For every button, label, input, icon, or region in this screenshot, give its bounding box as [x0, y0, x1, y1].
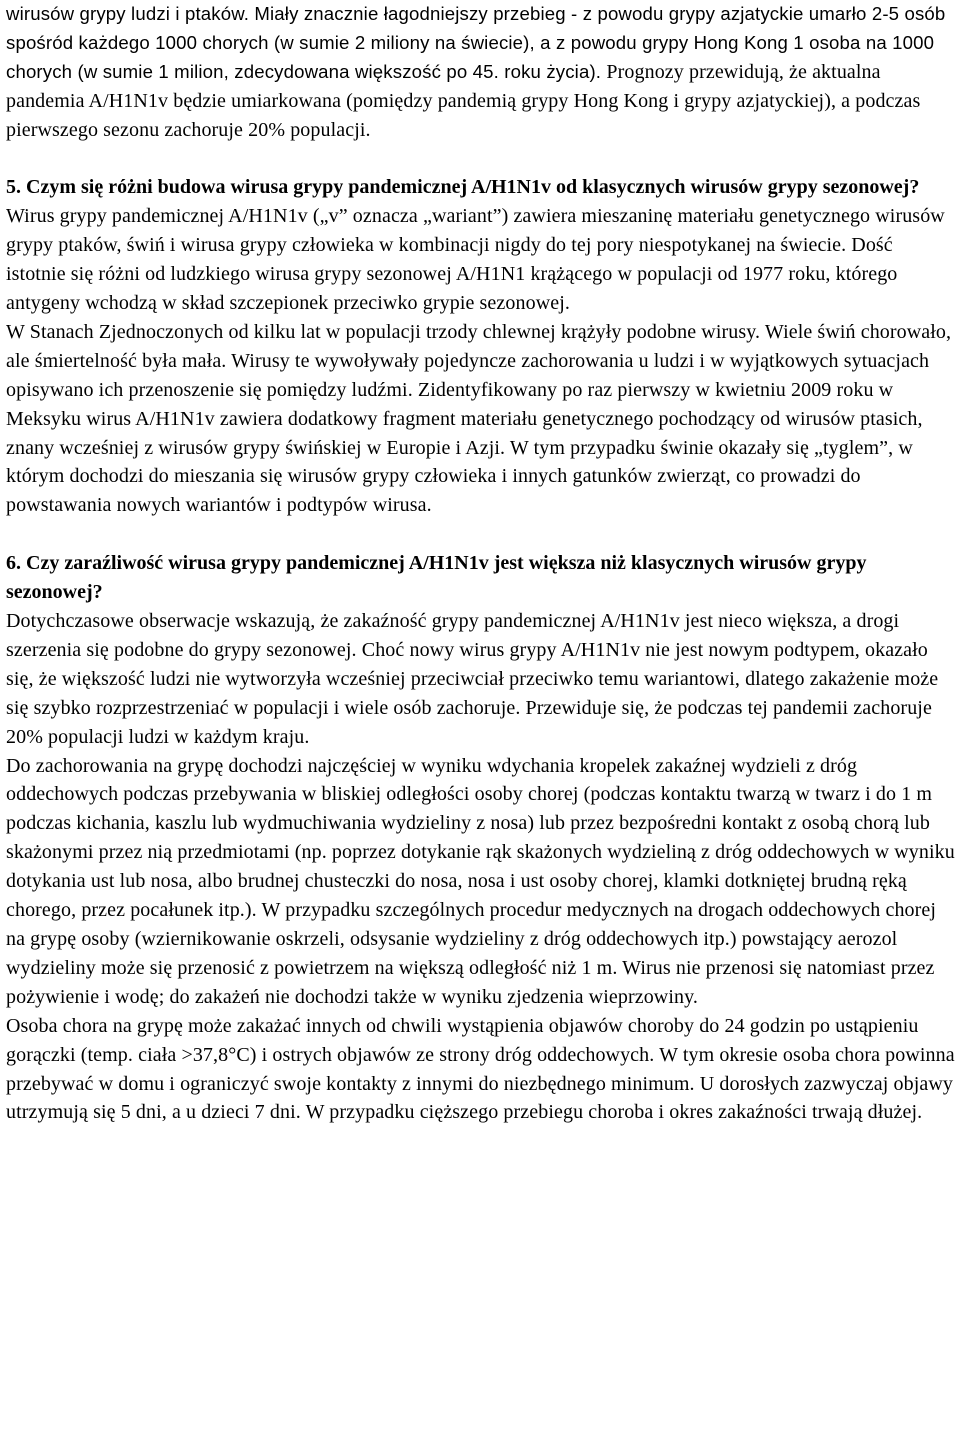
section-4-forecast-text: Prognozy przewidują, że aktualna pandemia A/H1N1v będzie umiarkowana (pomiędzy pandemią grypy Hong Kong i grypy azjatyckiej), a podczas pierwszego sezonu zachoruje 20% populacji.	[6, 60, 921, 141]
section-6-paragraph-2: Do zachorowania na grypę dochodzi najczęściej w wyniku wdychania kropelek zakaźnej wydzieli z dróg oddechowych podczas przebywania w bliskiej odległości osoby chorej (podczas kontaktu twarzą w twarz i do 1 m podczas kichania, kaszlu lub wydmuchiwania wydzieliny z nosa) lub przez bezpośredni kontakt z osobą chorą lub skażonymi przez nią przedmiotami (np. poprzez dotykanie rąk skażonych wydzieliną z dróg oddechowych w wyniku dotykania ust lub nosa, albo brudnej chusteczki do nosa, nosa i ust osoby chorej, klamki dotkniętej brudną ręką chorego, przez pocałunek itp.). W przypadku szczególnych procedur medycznych na drogach oddechowych chorej na grypę osoby (wziernikowanie oskrzeli, odsysanie wydzieliny z dróg oddechowych itp.) powstający aerozol wydzieliny może się przenosić z powietrzem na większą odległość niż 1 m. Wirus nie przenosi się natomiast przez pożywienie i wodę; do zakażeń nie dochodzi także w wyniku zjedzenia wieprzowiny.	[6, 754, 955, 1008]
section-6-heading: 6. Czy zaraźliwość wirusa grypy pandemicznej A/H1N1v jest większa niż klasycznych wirusów grypy sezonowej?	[6, 552, 867, 604]
section-5-heading: 5. Czym się różni budowa wirusa grypy pandemicznej A/H1N1v od klasycznych wirusów grypy sezonowej?	[6, 176, 920, 199]
section-4-tail-sans-text: wirusów grypy ludzi i ptaków.	[6, 3, 255, 24]
section-5-paragraph-2: W Stanach Zjednoczonych od kilku lat w populacji trzody chlewnej krążyły podobne wirusy. Wiele świń chorowało, ale śmiertelność była mała. Wirusy te wywoływały pojedyncze zachorowania u ludzi i w wyjątkowych sytuacjach opisywano ich przenoszenie się pomiędzy ludźmi. Zidentyfikowany po raz pierwszy w kwietniu 2009 roku w Meksyku wirus A/H1N1v zawiera dodatkowy fragment materiału genetycznego pochodzący od wirusów ptasich, znany wcześniej z wirusów grypy świńskiej w Europie i Azji. W tym przypadku świnie okazały się „tyglem”, w którym dochodzi do mieszania się wirusów grypy człowieka i innych gatunków zwierząt, co prowadzi do powstawania nowych wariantów i podtypów wirusa.	[6, 320, 952, 517]
section-5-paragraph-1: Wirus grypy pandemicznej A/H1N1v („v” oznacza „wariant”) zawiera mieszaninę materiału genetycznego wirusów grypy ptaków, świń i wirusa grypy człowieka w kombinacji nigdy do tej pory niespotykanej na świecie. Dość istotnie się różni od ludzkiego wirusa grypy sezonowej A/H1N1 krążącego w populacji od 1977 roku, którego antygeny wchodzą w skład szczepionek przeciwko grypie sezonowej.	[6, 205, 945, 315]
section-6-paragraph-1: Dotychczasowe obserwacje wskazują, że zakaźność grypy pandemicznej A/H1N1v jest nieco większa, a drogi szerzenia się podobne do grypy sezonowej. Choć nowy wirus grypy A/H1N1v nie jest nowym podtypem, okazało się, że większość ludzi nie wytworzyła wcześniej przeciwciał przeciwko temu wariantowi, dlatego zakażenie może się szybko rozprzestrzeniać w populacji i wiele osób zachoruje. Przewiduje się, że podczas tej pandemii zachoruje 20% populacji ludzi w każdym kraju.	[6, 610, 939, 748]
section-6-paragraph-3: Osoba chora na grypę może zakażać innych od chwili wystąpienia objawów choroby do 24 godzin po ustąpieniu gorączki (temp. ciała >37,8°C) i ostrych objawów ze strony dróg oddechowych. W tym okresie osoba chora powinna przebywać w domu i ograniczyć swoje kontakty z innymi do niezbędnego minimum. U dorosłych zazwyczaj objawy utrzymują się 5 dni, a u dzieci 7 dni. W przypadku cięższego przebiegu choroba i okres zakaźności trwają dłużej.	[6, 1014, 955, 1124]
section-4-tail-paragraph	[6, 0, 956, 145]
section-4-tail-sans-text-2: Miały znacznie łagodniejszy przebieg - z powodu grypy azjatyckie umarło 2-5 osób spośród każdego 1000 chorych (w sumie 2 miliony na świecie), a z powodu grypy Hong Kong 1 osoba na 1000 chorych (w sumie 1 milion, zdecydowana większość po 45. roku życia).	[6, 3, 946, 82]
document-page	[6, 0, 956, 1127]
